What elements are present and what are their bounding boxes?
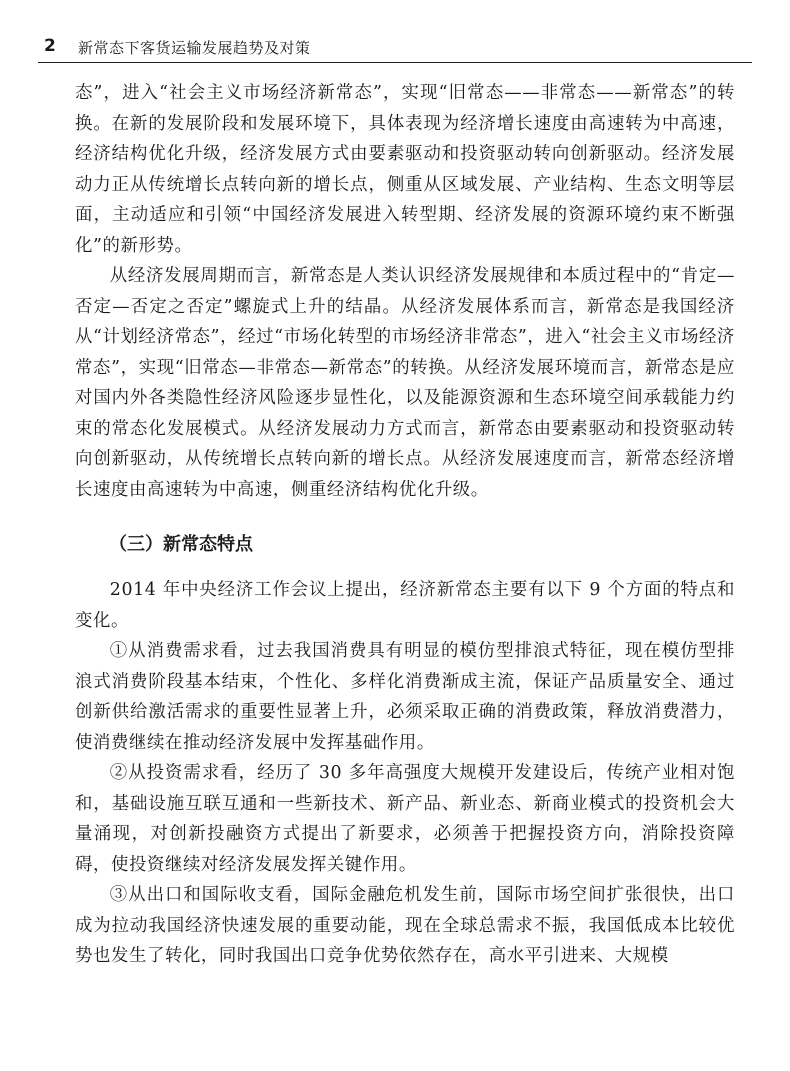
body-paragraph: 态”，进入“社会主义市场经济新常态”，实现“旧常态——非常态——新常态”的转换。在新的发展阶段和发展环境下，具体表现为经济增长速度由高速转为中高速，经济结构优化升级，经济发展方式由要素驱动和投资驱动转向创新驱动。经济发展动力正从传统增长点转向新的增长点，侧重从区域发展、产业结构、生态文明等层面，主动适应和引领“中国经济发展进入转型期、经济发展的资源环境约束不断强化”的新形势。 xyxy=(75,83,735,256)
body-paragraph: 从经济发展周期而言，新常态是人类认识经济发展规律和本质过程中的“肯定—否定—否定之否定”螺旋式上升的结晶。从经济发展体系而言，新常态是我国经济从“计划经济常态”，经过“市场化转型的市场经济非常态”，进入“社会主义市场经济常态”，实现“旧常态—非常态—新常态”的转换。从经济发展环境而言，新常态是应对国内外各类隐性经济风险逐步显性化，以及能源资源和生态环境空间承载能力约束的常态化发展模式。从经济发展动力方式而言，新常态由要素驱动和投资驱动转向创新驱动，从传统增长点转向新的增长点。从经济发展速度而言，新常态经济增长速度由高速转为中高速，侧重经济结构优化升级。 xyxy=(75,266,735,500)
body-paragraph: 2014 年中央经济工作会议上提出，经济新常态主要有以下 9 个方面的特点和变化。 xyxy=(75,580,735,631)
list-item: ①从消费需求看，过去我国消费具有明显的模仿型排浪式特征，现在模仿型排浪式消费阶段基本结束，个性化、多样化消费渐成主流，保证产品质量安全、通过创新供给激活需求的重要性显著上升，必须采取正确的消费政策，释放消费潜力，使消费继续在推动经济发展中发挥基础作用。 xyxy=(75,641,735,753)
running-title: 新常态下客货运输发展趋势及对策 xyxy=(78,39,311,57)
page-header xyxy=(38,32,752,63)
section-heading: （三）新常态特点 xyxy=(109,534,253,555)
page-number: 2 xyxy=(44,36,56,56)
list-item: ③从出口和国际收支看，国际金融危机发生前，国际市场空间扩张很快，出口成为拉动我国经济快速发展的重要动能，现在全球总需求不振，我国低成本比较优势也发生了转化，同时我国出口竞争优势依然存在，高水平引进来、大规模 xyxy=(75,885,735,966)
page-body xyxy=(75,78,735,972)
list-item: ②从投资需求看，经历了 30 多年高强度大规模开发建设后，传统产业相对饱和，基础设施互联互通和一些新技术、新产品、新业态、新商业模式的投资机会大量涌现，对创新投融资方式提出了新要求，必须善于把握投资方向，消除投资障碍，使投资继续对经济发展发挥关键作用。 xyxy=(75,763,735,875)
